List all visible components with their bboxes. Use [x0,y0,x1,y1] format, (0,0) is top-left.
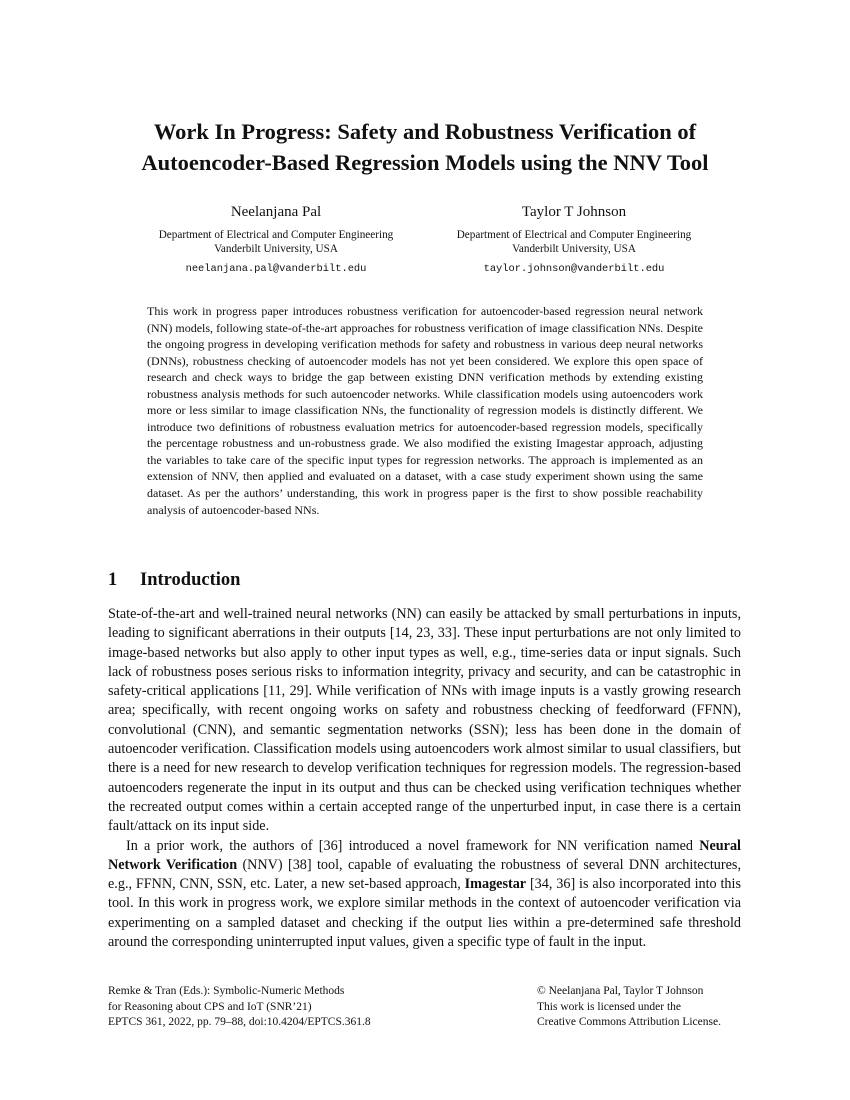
author-email[interactable]: taylor.johnson@vanderbilt.edu [483,263,665,275]
intro-p2-bold-imagestar: Imagestar [464,876,527,893]
title-line-1: Work In Progress: Safety and Robustness Verification of [153,119,697,144]
author-department: Department of Electrical and Computer Engineering [158,229,394,241]
section-heading-introduction [108,567,240,593]
abstract: This work in progress paper introduces robustness verification for autoencoder-based regression neural network (NN) models, following state-of-the-art approaches for robustness verification of image classification NNs. Despite the ongoing progress in developing verification methods for safety and robustness in various deep neural networks (DNNs), robustness checking of autoencoder models has not yet been considered. We explore this open space of research and check ways to bridge the gap between existing DNN verification methods by extending existing robustness analysis methods for such autoencoder networks. While classification models using autoencoders work more or less similar to image classification NNs, the functionality of regression models is distinctly different. We introduce two definitions of robustness evaluation metrics for autoencoder-based regression models, specifically the percentage robustness and un-robustness grade. We also modified the existing Imagestar approach, adjusting the variables to take care of the specific input types for regression networks. The approach is implemented as an extension of NNV, then applied and evaluated on a dataset, with a case study experiment shown using the same dataset. As per the authors’ understanding, this work in progress paper is the first to show possible reachability analysis of autoencoder-based NNs. [147,304,703,517]
author-name: Taylor T Johnson [521,204,627,220]
section-number: 1 [108,570,118,590]
author-university: Vanderbilt University, USA [214,242,338,255]
footer-line: for Reasoning about CPS and IoT (SNR’21) [108,1000,312,1013]
footer-line: Remke & Tran (Eds.): Symbolic-Numeric Methods [108,985,345,997]
section-title: Introduction [140,570,241,590]
author-name: Neelanjana Pal [230,204,322,220]
footer-line: EPTCS 361, 2022, pp. 79–88, doi:10.4204/EPTCS.361.8 [108,1016,371,1028]
author-block-2 [414,201,734,276]
footer-publication-info [108,984,371,1031]
footer-license-info [537,984,721,1031]
intro-paragraph-2 [108,837,741,953]
author-university: Vanderbilt University, USA [512,242,636,255]
footer-line: Creative Commons Attribution License. [537,1016,721,1028]
author-email[interactable]: neelanjana.pal@vanderbilt.edu [185,263,367,275]
title-line-2: Autoencoder-Based Regression Models using the NNV Tool [141,150,709,175]
intro-p2-bold-nnv: Neural Network Verification [108,837,741,873]
intro-p2-text-c: [34, 36] is also incorporated into this tool. In this work in progress work, we explore similar methods in the context of autoencoder verification via experimenting on a sampled dataset and checking if the output lies within a pre-determined safe threshold around the corresponding uninterrupted input values, given a specific type of fault in the input. [108,876,741,951]
footer-line: © Neelanjana Pal, Taylor T Johnson [537,985,704,997]
paper-title [60,116,790,178]
intro-p2-text-a: In a prior work, the authors of [36] introduced a novel framework for NN verification named [126,837,700,854]
introduction-body [108,605,741,952]
footer-line: This work is licensed under the [537,1000,682,1013]
intro-paragraph-1: State-of-the-art and well-trained neural networks (NN) can easily be attacked by small perturbations in inputs, leading to significant aberrations in their outputs [14, 23, 33]. These input perturbations are not only limited to image-based networks but also apply to other input types as well, e.g., time-series data or input signals. Such lack of robustness poses serious risks to information integrity, privacy and security, and can be catastrophic in safety-critical applications [11, 29]. While verification of NNs with image inputs is a vastly growing research area; specifically, with recent ongoing works on safety and robustness checking of feedforward (FFNN), convolutional (CNN), and semantic segmentation networks (SSN); less has been done in the domain of autoencoder verification. Classification models using autoencoders work almost similar to usual classifiers, but there is a need for new research to develop verification techniques for regression models. The regression-based autoencoders regenerate the input in its output and thus can be checked using verification techniques whether the recreated output comes within a certain accepted range of the unperturbed input, in case there is a certain fault/attack on its input side. [108,606,741,835]
intro-p2-text-b: (NNV) [38] tool, capable of evaluating the robustness of several DNN architectures, e.g., FFNN, CNN, SSN, etc. Later, a new set-based approach, [108,856,741,893]
author-block-1 [116,201,436,276]
author-department: Department of Electrical and Computer Engineering [456,229,692,241]
